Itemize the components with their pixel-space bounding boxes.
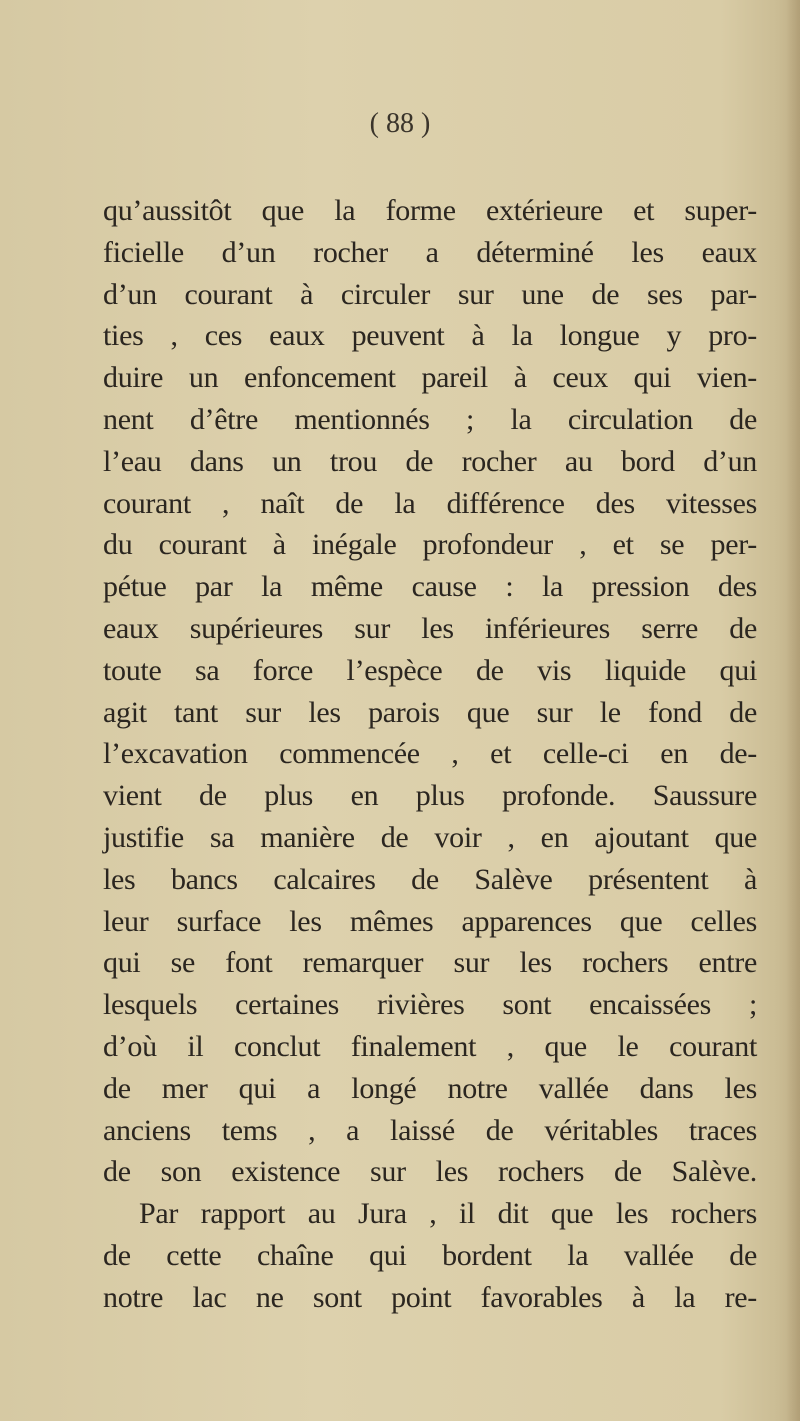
text-line-content: qui se font remarquer sur les rochers entre — [103, 946, 757, 980]
text-line — [103, 483, 757, 525]
text-line — [103, 775, 757, 817]
text-line-content: nent d’être mentionnés ; la circulation de — [103, 402, 757, 436]
text-line-content: agit tant sur les parois que sur le fond de — [103, 695, 757, 729]
text-line — [103, 357, 757, 399]
text-line-content: de mer qui a longé notre vallée dans les — [103, 1071, 757, 1105]
text-line-content: courant , naît de la différence des vitesses — [103, 486, 757, 520]
text-line — [103, 274, 757, 316]
text-line — [103, 1235, 757, 1277]
text-line — [103, 1026, 757, 1068]
text-line-content: les bancs calcaires de Salève présentent à — [103, 862, 757, 896]
text-line — [103, 733, 757, 775]
text-line — [103, 817, 757, 859]
text-line — [103, 859, 757, 901]
text-line-content: toute sa force l’espèce de vis liquide qui — [103, 653, 757, 687]
text-line-content: eaux supérieures sur les inférieures serre de — [103, 611, 757, 645]
text-line-content: duire un enfoncement pareil à ceux qui vien- — [103, 361, 757, 395]
text-line-content: Par rapport au Jura , il dit que les rochers — [139, 1197, 757, 1231]
text-line-content: ties , ces eaux peuvent à la longue y pro- — [103, 319, 757, 353]
text-line — [103, 190, 757, 232]
text-line-content: d’un courant à circuler sur une de ses par- — [103, 277, 757, 311]
text-line-content: pétue par la même cause : la pression des — [103, 570, 757, 604]
page-edge-shadow — [786, 0, 800, 1421]
text-line — [103, 1068, 757, 1110]
text-line — [103, 399, 757, 441]
text-line — [103, 608, 757, 650]
page-number: ( 88 ) — [369, 108, 431, 139]
text-line-content: vient de plus en plus profonde. Saussure — [103, 779, 757, 813]
text-line-content: ficielle d’un rocher a déterminé les eaux — [103, 235, 757, 269]
text-line — [103, 441, 757, 483]
text-line — [103, 692, 757, 734]
text-line — [103, 1151, 757, 1193]
text-line — [103, 1193, 757, 1235]
text-line — [103, 984, 757, 1026]
text-line-content: de cette chaîne qui bordent la vallée de — [103, 1238, 757, 1272]
text-line — [103, 650, 757, 692]
text-line-content: notre lac ne sont point favorables à la re- — [103, 1280, 757, 1314]
text-line-content: leur surface les mêmes apparences que celles — [103, 904, 757, 938]
text-line-content: du courant à inégale profondeur , et se per- — [103, 528, 757, 562]
text-line — [103, 901, 757, 943]
text-line-content: de son existence sur les rochers de Salève. — [103, 1155, 757, 1189]
text-line — [103, 524, 757, 566]
text-line — [103, 232, 757, 274]
text-line-content: justifie sa manière de voir , en ajoutant que — [103, 820, 757, 854]
text-line-content: l’eau dans un trou de rocher au bord d’un — [103, 444, 757, 478]
text-line — [103, 315, 757, 357]
text-line — [103, 942, 757, 984]
text-line — [103, 1110, 757, 1152]
text-line — [103, 566, 757, 608]
text-line-content: d’où il conclut finalement , que le courant — [103, 1029, 757, 1063]
body-text — [103, 190, 757, 1319]
text-line — [103, 1277, 757, 1319]
text-line-content: lesquels certaines rivières sont encaissées ; — [103, 988, 757, 1022]
text-line-content: l’excavation commencée , et celle-ci en de- — [103, 737, 757, 771]
text-line-content: anciens tems , a laissé de véritables traces — [103, 1113, 757, 1147]
text-line-content: qu’aussitôt que la forme extérieure et super- — [103, 194, 757, 227]
